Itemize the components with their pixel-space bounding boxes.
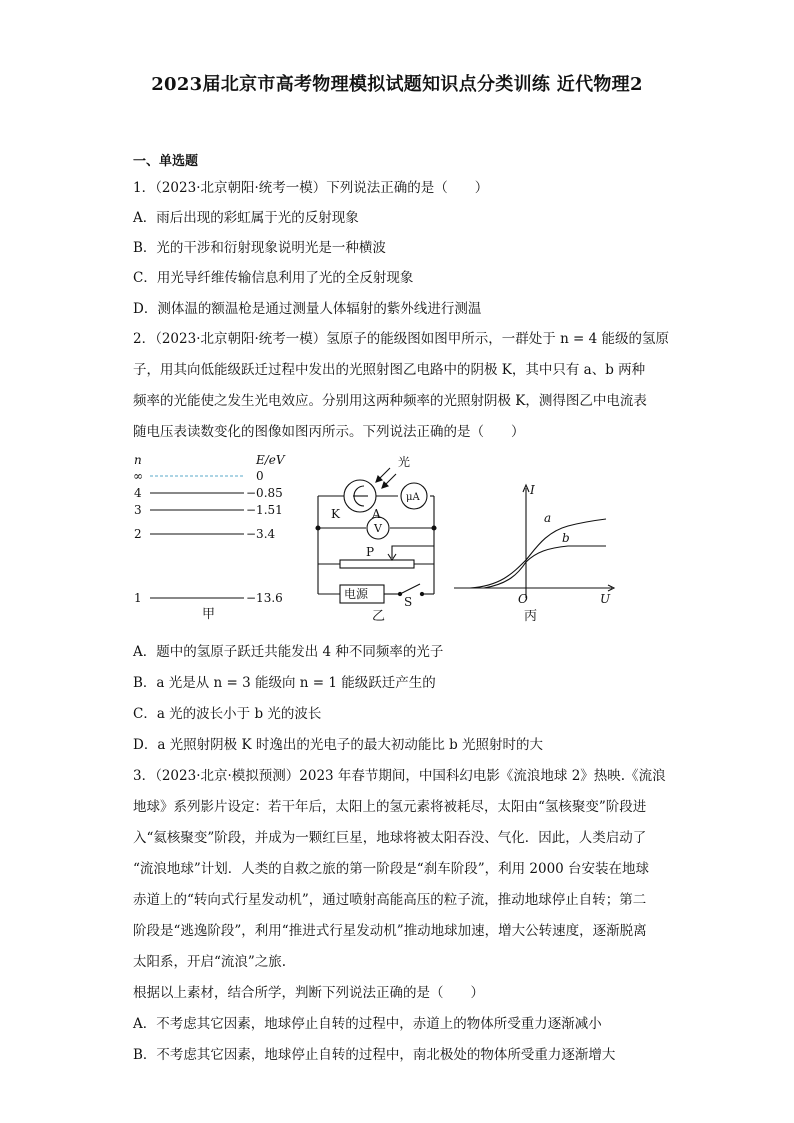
curve-b xyxy=(484,546,606,588)
figure-jia-caption: 甲 xyxy=(202,607,216,622)
level-energy-2: −3.4 xyxy=(246,527,276,541)
level-label-inf: ∞ xyxy=(133,469,143,483)
junction-right xyxy=(432,526,436,530)
switch-label: S xyxy=(404,595,413,609)
q1-option-a: A．雨后出现的彩虹属于光的反射现象 xyxy=(133,210,359,226)
figure-yi-circuit xyxy=(316,468,436,603)
switch-s xyxy=(400,584,420,594)
switch-contact xyxy=(420,592,423,595)
cathode-label: K xyxy=(331,507,340,521)
q3-option-a: A．不考虑其它因素，地球停止自转的过程中，赤道上的物体所受重力逐渐减小 xyxy=(133,1016,602,1032)
q3-stem-line7: 太阳系，开启“流浪”之旅. xyxy=(133,954,287,970)
q3-option-b: B．不考虑其它因素，地球停止自转的过程中，南北极处的物体所受重力逐渐增大 xyxy=(133,1047,616,1063)
q3-stem-line4: “流浪地球”计划．人类的自救之旅的第一阶段是“刹车阶段”，利用 2000 台安装在地球 xyxy=(133,861,650,877)
q2-option-b: B．a 光是从 n = 3 能级向 n = 1 能级跃迁产生的 xyxy=(133,675,436,691)
level-energy-inf: 0 xyxy=(256,469,264,483)
level-label-4: 4 xyxy=(134,486,142,500)
i-axis-label: I xyxy=(530,483,535,497)
q1-option-d: D．测体温的额温枪是通过测量人体辐射的紫外线进行测温 xyxy=(133,301,482,317)
level-energy-4: −0.85 xyxy=(246,486,283,500)
junction-left xyxy=(316,526,320,530)
switch-pivot xyxy=(398,592,401,595)
q3-stem-line5: 赤道上的“转向式行星发动机”，通过喷射高能高压的粒子流，推动地球停止自转；第二 xyxy=(133,892,647,908)
page-title: 2023届北京市高考物理模拟试题知识点分类训练 近代物理2 xyxy=(151,74,643,95)
figure-yi-caption: 乙 xyxy=(372,609,386,624)
q2-stem-line3: 频率的光能使之发生光电效应。分别用这两种频率的光照射阴极 K，测得图乙中电流表 xyxy=(133,393,647,409)
q3-stem-line1: 3．（2023·北京·模拟预测）2023 年春节期间，中国科幻电影《流浪地球 2》热映.《流浪 xyxy=(133,768,666,784)
q1-option-c: C．用光导纤维传输信息利用了光的全反射现象 xyxy=(133,270,414,286)
q3-stem-line3: 入“氦核聚变”阶段，并成为一颗红巨星，地球将被太阳吞没、气化．因此，人类启动了 xyxy=(133,830,647,846)
slider-label: P xyxy=(366,545,375,559)
figure-bing-graph xyxy=(454,485,614,598)
light-arrow-heads xyxy=(376,476,388,488)
q2-stem-line4: 随电压表读数变化的图像如图丙所示。下列说法正确的是（ ） xyxy=(133,424,525,440)
q2-option-d: D．a 光照射阴极 K 时逸出的光电子的最大初动能比 b 光照射时的大 xyxy=(133,737,544,753)
q2-figures xyxy=(128,448,628,628)
level-label-3: 3 xyxy=(134,503,142,517)
q2-stem-line1: 2．（2023·北京朝阳·统考一模）氢原子的能级图如图甲所示，一群处于 n = 4 能级的氢原 xyxy=(133,331,670,347)
voltmeter-label: V xyxy=(374,522,382,535)
source-label: 电源 xyxy=(344,587,369,601)
figure-jia-energy-levels xyxy=(133,453,286,622)
n-axis-label: n xyxy=(134,453,142,467)
slider-wire xyxy=(392,546,434,558)
q3-stem-line2: 地球》系列影片设定：若干年后，太阳上的氢元素将被耗尽，太阳由“氢核聚变”阶段进 xyxy=(133,799,647,815)
level-energy-1: −13.6 xyxy=(246,591,283,605)
level-energy-3: −1.51 xyxy=(246,503,283,517)
ammeter-label: μA xyxy=(406,492,420,503)
q1-stem: 1．（2023·北京朝阳·统考一模）下列说法正确的是（ ） xyxy=(133,180,489,196)
level-label-2: 2 xyxy=(134,527,142,541)
level-label-1: 1 xyxy=(134,591,142,605)
section-heading: 一、单选题 xyxy=(133,154,199,169)
q2-option-c: C．a 光的波长小于 b 光的波长 xyxy=(133,706,322,722)
anode-label: A xyxy=(372,507,381,521)
u-axis-label: U xyxy=(600,592,611,606)
curve-a-label: a xyxy=(544,511,552,525)
q2-stem-line2: 子，用其向低能级跃迁过程中发出的光照射图乙电路中的阴极 K，其中只有 a、b 两种 xyxy=(133,362,646,378)
curve-b-label: b xyxy=(562,531,570,545)
rheostat xyxy=(340,560,414,568)
energy-axis-label: E/eV xyxy=(256,453,285,467)
q3-stem-line6: 阶段是“逃逸阶段”，利用“推进式行星发动机”推动地球加速，增大公转速度，逐渐脱离 xyxy=(133,923,647,939)
q2-option-a: A．题中的氢原子跃迁共能发出 4 种不同频率的光子 xyxy=(133,644,444,660)
q1-option-b: B．光的干涉和衍射现象说明光是一种横波 xyxy=(133,240,386,256)
figure-bing-caption: 丙 xyxy=(524,609,538,624)
q3-prompt: 根据以上素材，结合所学，判断下列说法正确的是（ ） xyxy=(133,985,484,1001)
light-label: 光 xyxy=(398,455,411,469)
origin-label: O xyxy=(518,592,528,606)
